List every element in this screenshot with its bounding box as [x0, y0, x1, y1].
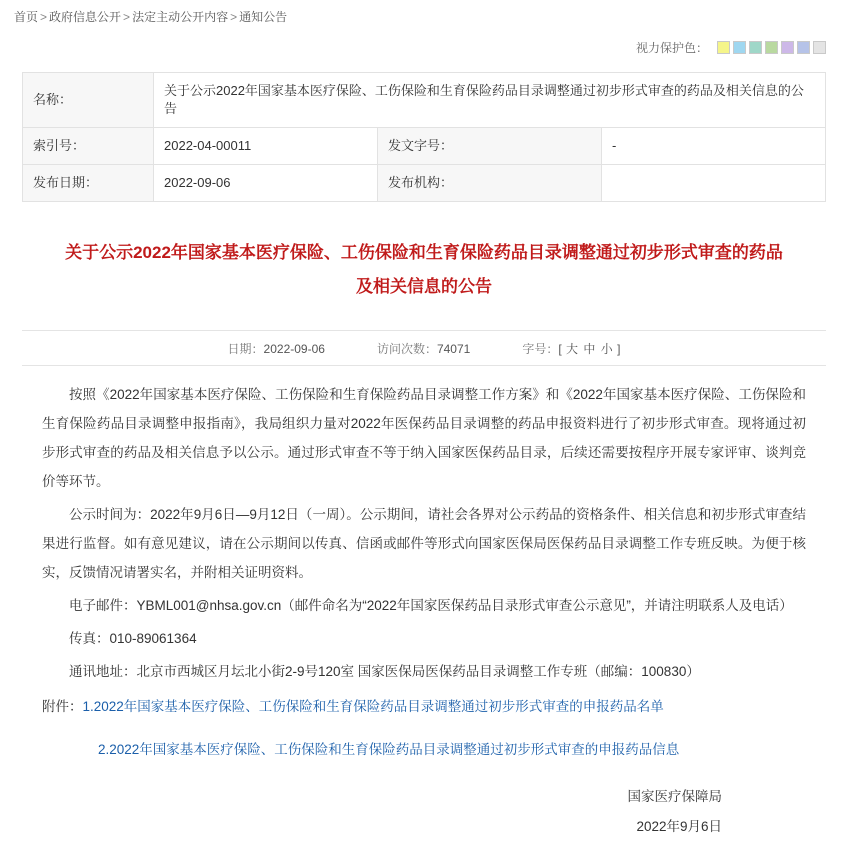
info-value-publisher — [602, 165, 826, 202]
eye-protection-label: 视力保护色： — [635, 41, 708, 55]
signature-org: 国家医疗保障局 — [627, 789, 722, 804]
meta-views-label: 访问次数： — [376, 341, 437, 356]
color-swatch-4[interactable] — [765, 41, 778, 54]
attachment-list — [42, 692, 806, 764]
font-size-small-button[interactable]: 小 — [600, 341, 613, 356]
table-row — [23, 128, 826, 165]
info-key-publisher: 发布机构： — [378, 165, 602, 202]
attachment-prefix: 附件： — [42, 699, 83, 714]
info-key-name: 名称： — [23, 73, 154, 128]
contact-address: 通讯地址：北京市西城区月坛北小街2-9号120室 国家医保局医保药品目录调整工作专班（邮编：100830） — [69, 664, 700, 679]
color-swatch-list — [714, 41, 826, 54]
attachment-row-2 — [42, 735, 806, 764]
color-swatch-1[interactable] — [717, 41, 730, 54]
font-size-controls — [558, 342, 620, 356]
color-swatch-6[interactable] — [797, 41, 810, 54]
meta-date — [228, 340, 325, 357]
bracket-open: [ — [558, 341, 562, 356]
color-swatch-2[interactable] — [733, 41, 746, 54]
signature-date: 2022年9月6日 — [636, 819, 722, 834]
contact-fax: 传真：010-89061364 — [69, 631, 197, 646]
meta-font-size — [522, 340, 620, 357]
meta-views-value: 74071 — [436, 341, 471, 356]
breadcrumb — [0, 0, 848, 31]
signature-block — [42, 782, 806, 842]
breadcrumb-item-legal-content[interactable]: 法定主动公开内容 — [132, 10, 229, 24]
color-swatch-7[interactable] — [813, 41, 826, 54]
meta-views — [377, 340, 470, 357]
info-value-name: 关于公示2022年国家基本医疗保险、工伤保险和生育保险药品目录调整通过初步形式审查的药品及相关信息的公告 — [154, 73, 826, 128]
breadcrumb-separator: > — [123, 10, 131, 24]
breadcrumb-item-gov-info[interactable]: 政府信息公开 — [49, 10, 122, 24]
eye-protection-color-picker — [0, 39, 848, 56]
breadcrumb-item-notices[interactable]: 通知公告 — [239, 10, 288, 24]
meta-font-label: 字号： — [522, 341, 559, 356]
body-paragraph-2: 公示时间为：2022年9月6日—9月12日（一周）。公示期间，请社会各界对公示药品的资格条件、相关信息和初步形式审查结果进行监督。如有意见建议，请在公示期间以传真、信函或邮件等形式向国家医保局医保药品目录调整工作专班反映。为便于核实，反馈情况请署实名，并附相关证明资料。 — [42, 507, 806, 580]
body-paragraph-1: 按照《2022年国家基本医疗保险、工伤保险和生育保险药品目录调整工作方案》和《2022年国家基本医疗保险、工伤保险和生育保险药品目录调整申报指南》，我局组织力量对2022年医保药品目录调整的药品申报资料进行了初步形式审查。现将通过初步形式审查的药品及相关信息予以公示。通过形式审查不等于纳入国家医保药品目录，后续还需要按程序开展专家评审、谈判竞价等环节。 — [42, 387, 806, 489]
table-row — [23, 165, 826, 202]
meta-date-label: 日期： — [227, 341, 264, 356]
table-row — [23, 73, 826, 128]
breadcrumb-item-home[interactable]: 首页 — [14, 10, 39, 24]
document-body — [42, 380, 806, 842]
attachment-link-2[interactable]: 2.2022年国家基本医疗保险、工伤保险和生育保险药品目录调整通过初步形式审查的申报药品信息 — [98, 742, 680, 757]
attachment-row-1 — [42, 692, 806, 721]
info-value-publish-date: 2022-09-06 — [154, 165, 378, 202]
color-swatch-5[interactable] — [781, 41, 794, 54]
breadcrumb-separator: > — [230, 10, 238, 24]
color-swatch-3[interactable] — [749, 41, 762, 54]
bracket-close: ] — [617, 341, 621, 356]
contact-email: 电子邮件：YBML001@nhsa.gov.cn（邮件命名为“2022年国家医保药品目录形式审查公示意见”，并请注明联系人及电话） — [69, 598, 793, 613]
info-key-doc-number: 发文字号： — [378, 128, 602, 165]
document-meta-bar — [22, 330, 826, 366]
font-size-medium-button[interactable]: 中 — [583, 341, 596, 356]
info-value-index: 2022-04-00011 — [154, 128, 378, 165]
attachment-link-1[interactable]: 1.2022年国家基本医疗保险、工伤保险和生育保险药品目录调整通过初步形式审查的申报药品名单 — [82, 699, 664, 714]
page-title: 关于公示2022年国家基本医疗保险、工伤保险和生育保险药品目录调整通过初步形式审查的药品及相关信息的公告 — [65, 243, 783, 296]
document-info-table — [22, 72, 826, 202]
breadcrumb-separator: > — [40, 10, 48, 24]
font-size-large-button[interactable]: 大 — [566, 341, 579, 356]
meta-date-value: 2022-09-06 — [263, 341, 325, 356]
info-key-publish-date: 发布日期： — [23, 165, 154, 202]
info-value-doc-number: - — [602, 128, 826, 165]
document-info-table-wrapper — [22, 72, 826, 202]
info-key-index: 索引号： — [23, 128, 154, 165]
